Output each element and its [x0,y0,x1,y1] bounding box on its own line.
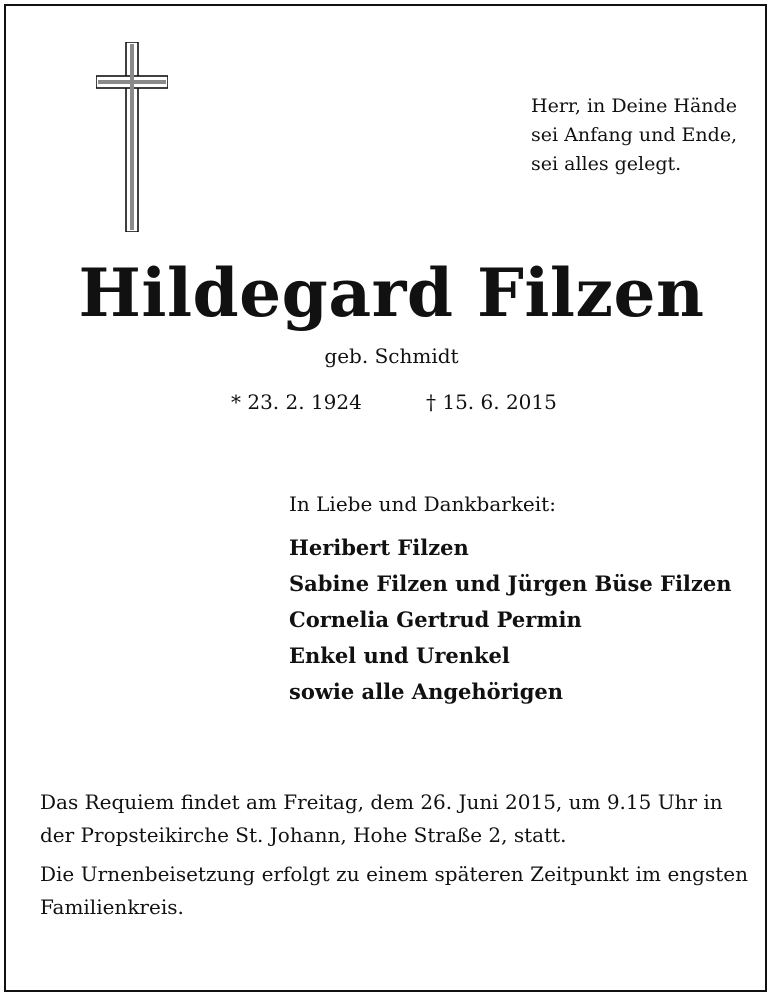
requiem-note: Das Requiem findet am Freitag, dem 26. Juni 2015, um 9.15 Uhr in der Propsteikirche St. Johann, Hohe Straße 2, statt. [40,790,723,847]
mourners-list [289,530,731,710]
death-date: † 15. 6. 2015 [426,390,557,414]
burial-note: Die Urnenbeisetzung erfolgt zu einem späteren Zeitpunkt im engsten Familienkreis. [40,862,748,919]
notice-frame [4,4,767,992]
cross-icon [96,42,168,232]
maiden-name: geb. Schmidt [324,344,459,368]
deceased-name: Hildegard Filzen [78,254,705,332]
mourner-name: Cornelia Gertrud Permin [289,607,582,632]
birth-date: * 23. 2. 1924 [231,390,362,414]
mourners-intro: In Liebe und Dankbarkeit: [289,492,556,516]
mourner-name: Enkel und Urenkel [289,643,510,668]
verse-line: Herr, in Deine Hände [531,95,737,117]
mourner-name: sowie alle Angehörigen [289,679,564,704]
mourner-name: Heribert Filzen [289,535,469,560]
bible-verse [531,92,737,179]
verse-line: sei alles gelegt. [531,153,682,175]
verse-line: sei Anfang und Ende, [531,124,738,146]
mourner-name: Sabine Filzen und Jürgen Büse Filzen [289,571,732,596]
